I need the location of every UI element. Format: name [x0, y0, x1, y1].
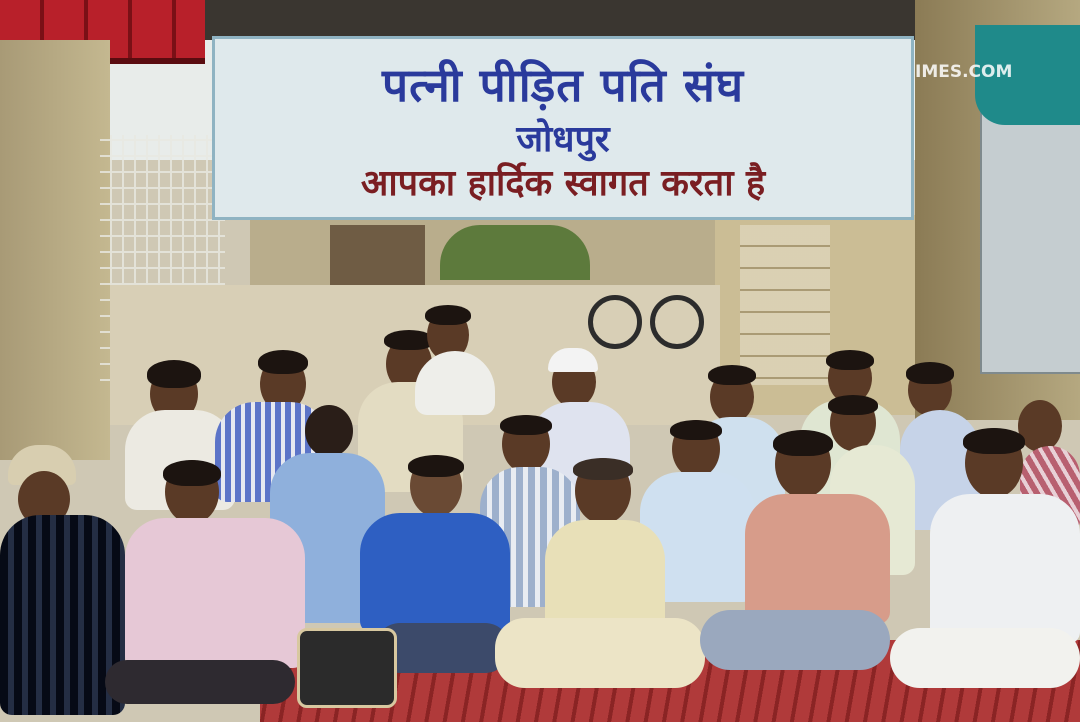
left-pillar	[0, 40, 110, 460]
bicycle	[588, 295, 642, 349]
person-mustache-pink-shirt	[700, 430, 890, 700]
person-white-shirt-right	[890, 428, 1080, 708]
person-cream-shirt	[495, 458, 705, 708]
banner-title: पत्नी पीड़ित पति संघ	[381, 58, 745, 112]
banner-welcome: आपका हार्दिक स्वागत करता है	[360, 163, 766, 204]
protest-banner	[212, 36, 914, 220]
bicycle-rear	[650, 295, 704, 349]
person-pink-shirt	[105, 460, 305, 710]
banner-city: जोधपुर	[516, 119, 610, 160]
person-back-3	[415, 305, 495, 415]
greenery	[440, 225, 590, 280]
black-bag	[297, 628, 397, 708]
back-building	[205, 0, 915, 40]
watermark: IMES.COM	[915, 62, 1013, 82]
